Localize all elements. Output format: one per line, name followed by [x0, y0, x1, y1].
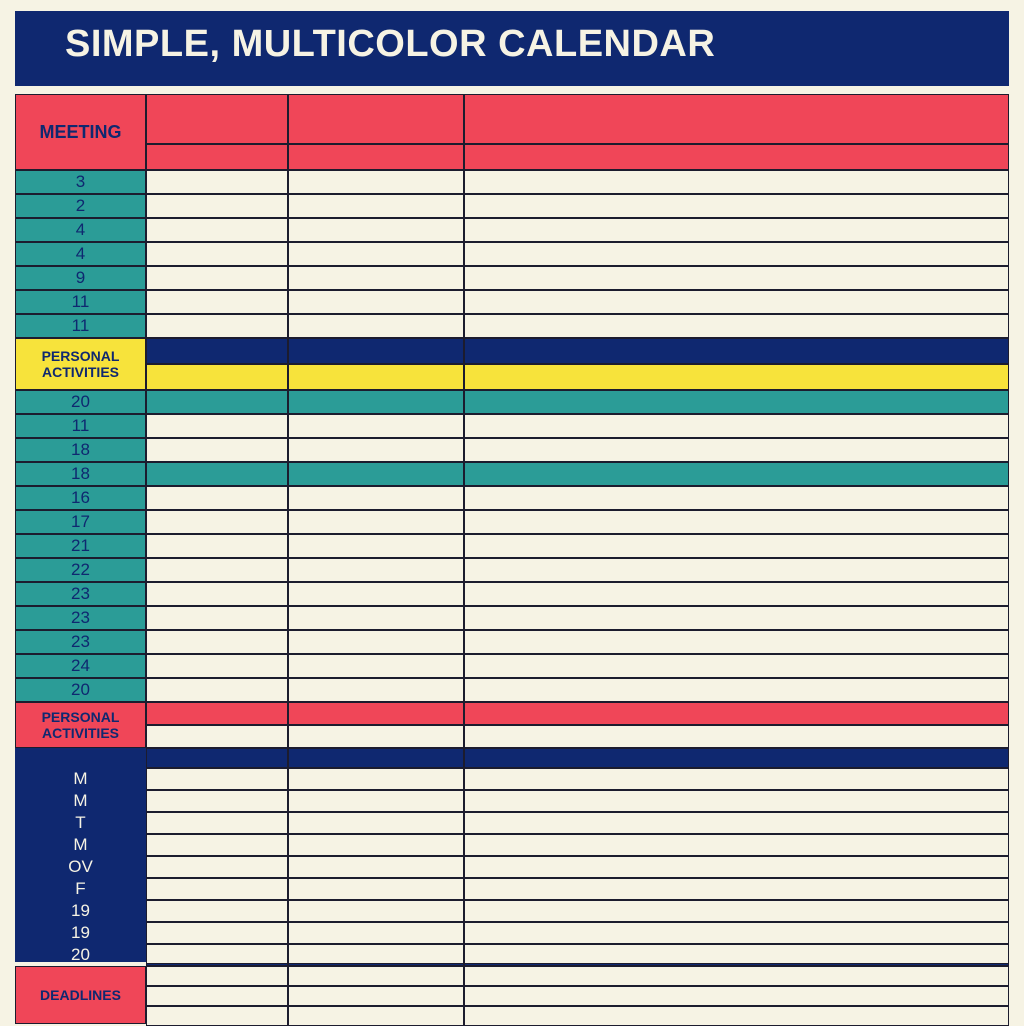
personal-row-number: 18 — [15, 438, 146, 462]
personal-2-cell — [146, 834, 288, 856]
personal-row-cell — [146, 582, 288, 606]
personal-row-cell — [464, 582, 1009, 606]
personal-row-number: 16 — [15, 486, 146, 510]
title-banner — [15, 11, 1009, 86]
meeting-row-number: 4 — [15, 242, 146, 266]
label-text: PERSONAL — [41, 347, 120, 364]
personal-2-header-band — [464, 725, 1009, 748]
section-label-personal-activities — [15, 338, 146, 390]
meeting-row-cell — [464, 314, 1009, 338]
personal-2-navy-band — [464, 748, 1009, 768]
personal-row-number: 22 — [15, 558, 146, 582]
meeting-row-cell — [288, 314, 464, 338]
personal-2-navy-band — [288, 748, 464, 768]
meeting-row-cell — [464, 266, 1009, 290]
personal-2-cell — [146, 922, 288, 944]
meeting-header-cell — [288, 144, 464, 170]
meeting-row-cell — [464, 218, 1009, 242]
meeting-row-cell — [288, 266, 464, 290]
personal-row-cell — [146, 654, 288, 678]
personal-row-number: 23 — [15, 606, 146, 630]
personal-2-row-label: 19 — [71, 901, 90, 921]
meeting-header-cell — [288, 94, 464, 144]
meeting-row-cell — [146, 314, 288, 338]
personal-row-number: 11 — [15, 414, 146, 438]
personal-2-cell — [146, 878, 288, 900]
deadline-cell — [464, 986, 1009, 1006]
deadline-cell — [288, 986, 464, 1006]
personal-2-cell — [146, 900, 288, 922]
meeting-row-number: 9 — [15, 266, 146, 290]
deadline-cell — [146, 986, 288, 1006]
personal-2-cell — [464, 922, 1009, 944]
meeting-row-cell — [288, 290, 464, 314]
meeting-row-cell — [464, 242, 1009, 266]
personal-row-cell — [464, 486, 1009, 510]
personal-2-row-label: M — [73, 835, 88, 855]
calendar-grid — [15, 94, 1009, 1024]
personal-2-header-band — [464, 702, 1009, 725]
meeting-row-cell — [146, 242, 288, 266]
personal-2-row-label: 19 — [71, 923, 90, 943]
personal-2-cell — [288, 790, 464, 812]
personal-2-header-band — [146, 725, 288, 748]
deadline-cell — [146, 1006, 288, 1026]
personal-row-cell — [146, 462, 288, 486]
personal-row-number: 24 — [15, 654, 146, 678]
section-label-personal-activities-2 — [15, 702, 146, 748]
personal-row-cell — [288, 654, 464, 678]
label-text: ACTIVITIES — [41, 725, 119, 741]
section-label-meeting — [15, 94, 146, 170]
personal-header-band — [288, 364, 464, 390]
personal-row-cell — [464, 438, 1009, 462]
personal-2-navy-band — [146, 748, 288, 768]
personal-header-band — [146, 364, 288, 390]
meeting-row-cell — [288, 170, 464, 194]
personal-2-cell — [464, 768, 1009, 790]
personal-2-cell — [288, 900, 464, 922]
meeting-row-cell — [464, 290, 1009, 314]
personal-2-cell — [288, 922, 464, 944]
label-text: ACTIVITIES — [41, 364, 119, 380]
personal-row-cell — [288, 510, 464, 534]
personal-header-band — [288, 338, 464, 364]
meeting-row-cell — [146, 170, 288, 194]
personal-row-cell — [288, 558, 464, 582]
label-text: PERSONAL — [41, 708, 120, 725]
meeting-row-number: 4 — [15, 218, 146, 242]
personal-row-cell — [288, 390, 464, 414]
personal-row-cell — [288, 414, 464, 438]
personal-2-cell — [288, 834, 464, 856]
personal-row-cell — [146, 678, 288, 702]
page-title: SIMPLE, MULTICOLOR CALENDAR — [65, 23, 716, 65]
personal-row-cell — [464, 414, 1009, 438]
meeting-row-cell — [146, 194, 288, 218]
meeting-row-cell — [146, 266, 288, 290]
deadline-cell — [464, 966, 1009, 986]
section-label-deadlines — [15, 966, 146, 1024]
personal-2-row-label: OV — [68, 857, 93, 877]
personal-2-cell — [146, 856, 288, 878]
personal-row-cell — [146, 534, 288, 558]
personal-row-cell — [464, 606, 1009, 630]
personal-row-cell — [464, 558, 1009, 582]
personal-2-cell — [288, 878, 464, 900]
personal-row-cell — [146, 390, 288, 414]
personal-row-cell — [288, 606, 464, 630]
personal-row-cell — [464, 630, 1009, 654]
personal-2-row-label: 20 — [71, 945, 90, 965]
personal-row-cell — [288, 630, 464, 654]
personal-2-cell — [464, 856, 1009, 878]
personal-row-cell — [146, 414, 288, 438]
personal-row-cell — [464, 654, 1009, 678]
meeting-row-number: 11 — [15, 314, 146, 338]
personal-header-band — [464, 338, 1009, 364]
personal-row-cell — [288, 534, 464, 558]
personal-row-cell — [146, 438, 288, 462]
personal-2-row-label: F — [75, 879, 86, 899]
personal-row-number: 23 — [15, 582, 146, 606]
meeting-row-cell — [464, 194, 1009, 218]
personal-row-cell — [464, 534, 1009, 558]
personal-2-cell — [464, 834, 1009, 856]
meeting-row-cell — [146, 290, 288, 314]
personal-row-cell — [464, 390, 1009, 414]
meeting-header-cell — [464, 144, 1009, 170]
personal-2-header-band — [288, 702, 464, 725]
personal-row-cell — [464, 462, 1009, 486]
personal-2-cell — [288, 856, 464, 878]
meeting-row-cell — [288, 242, 464, 266]
personal-2-cell — [146, 768, 288, 790]
personal-row-cell — [146, 606, 288, 630]
meeting-row-number: 2 — [15, 194, 146, 218]
personal-2-cell — [288, 768, 464, 790]
personal-row-cell — [464, 510, 1009, 534]
personal-2-header-band — [146, 702, 288, 725]
personal-2-row-label: T — [75, 813, 86, 833]
label-text: DEADLINES — [40, 986, 121, 1003]
personal-header-band — [464, 364, 1009, 390]
meeting-row-cell — [288, 194, 464, 218]
personal-row-cell — [146, 486, 288, 510]
personal-2-cell — [464, 878, 1009, 900]
personal-2-cell — [464, 790, 1009, 812]
meeting-row-cell — [288, 218, 464, 242]
personal-2-row-label: M — [73, 769, 88, 789]
personal-row-cell — [288, 582, 464, 606]
personal-2-header-band — [288, 725, 464, 748]
personal-2-cell — [146, 812, 288, 834]
personal-row-cell — [146, 630, 288, 654]
meeting-header-cell — [146, 94, 288, 144]
meeting-header-cell — [464, 94, 1009, 144]
personal-row-number: 20 — [15, 390, 146, 414]
personal-row-number: 17 — [15, 510, 146, 534]
deadline-cell — [464, 1006, 1009, 1026]
meeting-row-cell — [146, 218, 288, 242]
deadline-cell — [288, 1006, 464, 1026]
personal-2-cell — [464, 900, 1009, 922]
personal-row-cell — [146, 558, 288, 582]
label-text: MEETING — [39, 121, 122, 142]
personal-row-number: 21 — [15, 534, 146, 558]
personal-row-number: 23 — [15, 630, 146, 654]
personal-row-cell — [288, 438, 464, 462]
personal-row-cell — [288, 462, 464, 486]
meeting-row-number: 3 — [15, 170, 146, 194]
personal-header-band — [146, 338, 288, 364]
personal-row-cell — [464, 678, 1009, 702]
personal-row-cell — [146, 510, 288, 534]
meeting-row-cell — [464, 170, 1009, 194]
personal-2-cell — [146, 790, 288, 812]
personal-row-number: 20 — [15, 678, 146, 702]
deadline-cell — [288, 966, 464, 986]
personal-row-cell — [288, 486, 464, 510]
meeting-row-number: 11 — [15, 290, 146, 314]
personal-row-number: 18 — [15, 462, 146, 486]
deadline-cell — [146, 966, 288, 986]
personal-2-cell — [464, 812, 1009, 834]
personal-row-cell — [288, 678, 464, 702]
meeting-header-cell — [146, 144, 288, 170]
personal-2-row-label: M — [73, 791, 88, 811]
personal-2-cell — [288, 812, 464, 834]
